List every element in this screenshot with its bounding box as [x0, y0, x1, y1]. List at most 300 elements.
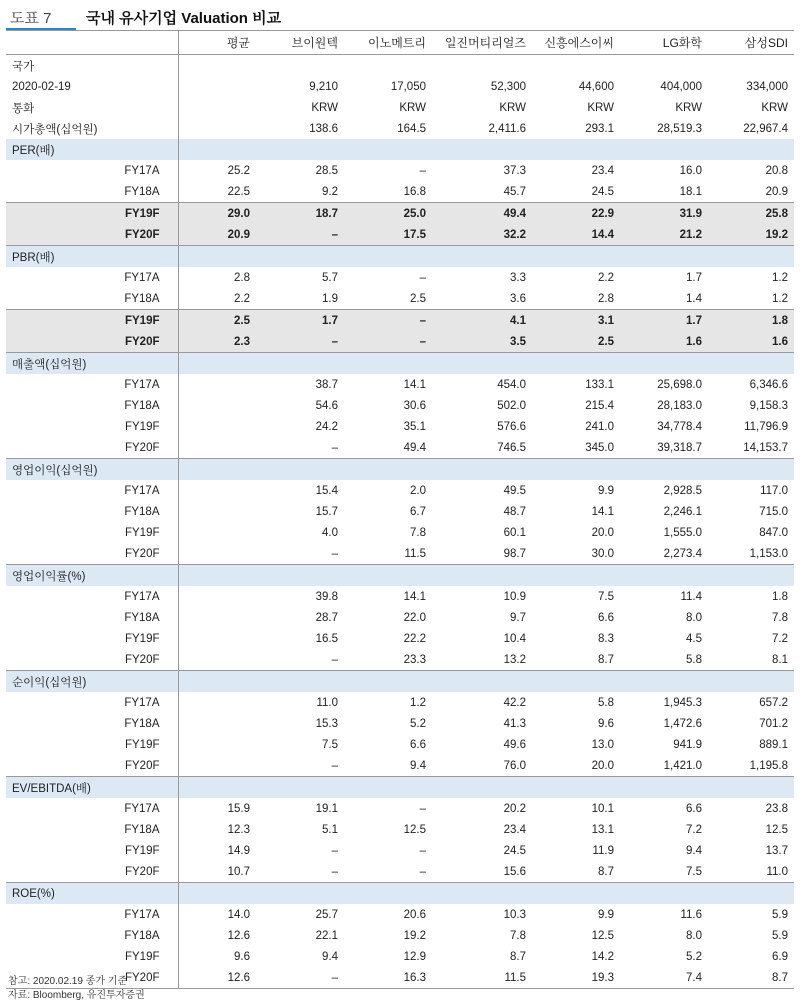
value-cell: –	[331, 547, 338, 560]
value-cell: 1.8	[708, 310, 794, 332]
value-cell: 30.0	[591, 547, 614, 560]
section-header	[6, 246, 794, 268]
period-label: FY17A	[124, 164, 160, 177]
avg-cell	[178, 437, 256, 459]
value-cell: 14.1	[403, 590, 426, 603]
period-label: FY17A	[124, 696, 160, 709]
table-row	[6, 267, 794, 288]
value-cell: 8.7	[598, 865, 614, 878]
avg-cell	[178, 374, 256, 395]
avg-cell: 29.0	[178, 203, 256, 225]
value-cell: –	[419, 844, 426, 857]
value-cell: 293.1	[585, 122, 614, 135]
value-cell: 7.5	[598, 590, 614, 603]
avg-cell	[178, 777, 256, 799]
value-cell	[708, 353, 794, 375]
value-cell: 241.0	[585, 420, 614, 433]
value-cell: 12.9	[403, 950, 426, 963]
value-cell: 3.6	[510, 292, 526, 305]
avg-cell	[178, 522, 256, 543]
value-cell: 21.2	[620, 224, 708, 246]
value-cell: 2.2	[598, 271, 614, 284]
value-cell: 5.8	[598, 696, 614, 709]
value-cell	[256, 671, 344, 693]
avg-cell	[178, 692, 256, 713]
avg-cell	[178, 480, 256, 501]
value-cell: 17,050	[390, 80, 426, 93]
value-cell: 12.5	[591, 929, 614, 942]
value-cell: 13.2	[503, 653, 526, 666]
value-cell: 8.3	[598, 632, 614, 645]
value-cell: –	[256, 224, 344, 246]
value-cell: 215.4	[585, 399, 614, 412]
value-cell	[620, 777, 708, 799]
row-label: 2020-02-19	[12, 80, 71, 93]
value-cell: 22.2	[403, 632, 426, 645]
value-cell: 20.0	[591, 526, 614, 539]
value-cell: 1,555.0	[663, 526, 702, 539]
section-title: ROE(%)	[6, 883, 178, 905]
value-cell: 1.6	[708, 331, 794, 353]
value-cell: 847.0	[759, 526, 788, 539]
value-cell	[344, 353, 432, 375]
info-row	[6, 97, 794, 118]
avg-cell: 2.8	[178, 267, 256, 288]
value-cell	[532, 353, 620, 375]
value-cell	[620, 139, 708, 160]
value-cell: 20.8	[765, 164, 788, 177]
value-cell: KRW	[399, 101, 426, 114]
value-cell: 5.1	[322, 823, 338, 836]
value-cell	[708, 459, 794, 481]
value-cell: KRW	[311, 101, 338, 114]
value-cell: 1,472.6	[663, 717, 702, 730]
avg-cell	[178, 76, 256, 97]
value-cell: 12.5	[403, 823, 426, 836]
avg-cell	[178, 118, 256, 139]
avg-cell: 12.3	[178, 819, 256, 840]
value-cell: 576.6	[497, 420, 526, 433]
value-cell: –	[331, 441, 338, 454]
avg-cell	[178, 246, 256, 268]
period-label: FY20F	[124, 653, 160, 666]
period-label: FY18A	[124, 399, 160, 412]
value-cell: 1,153.0	[749, 547, 788, 560]
info-row	[6, 76, 794, 97]
value-cell: –	[256, 967, 344, 989]
value-cell: 8.7	[510, 950, 526, 963]
value-cell: 7.5	[686, 865, 702, 878]
avg-cell: 2.2	[178, 288, 256, 310]
value-cell: 6.6	[686, 802, 702, 815]
value-cell: 14.2	[591, 950, 614, 963]
value-cell: 52,300	[490, 80, 526, 93]
value-cell: 715.0	[759, 505, 788, 518]
section-title: 영업이익(십억원)	[6, 459, 178, 481]
value-cell: 345.0	[585, 441, 614, 454]
value-cell: 5.8	[686, 653, 702, 666]
value-cell	[532, 55, 620, 77]
avg-cell: 12.6	[178, 967, 256, 989]
value-cell: –	[419, 802, 426, 815]
value-cell: 1.2	[772, 271, 788, 284]
value-cell: KRW	[499, 101, 526, 114]
note-text: 참고: 2020.02.19 종가 기준	[8, 976, 128, 987]
table-row	[6, 904, 794, 925]
period-label: FY17A	[124, 908, 160, 921]
value-cell: 164.5	[397, 122, 426, 135]
value-cell: 38.7	[315, 378, 338, 391]
value-cell: 404,000	[660, 80, 702, 93]
value-cell: 39.8	[315, 590, 338, 603]
value-cell	[532, 246, 620, 268]
value-cell	[432, 671, 532, 693]
value-cell: 2,273.4	[663, 547, 702, 560]
value-cell: 28.7	[315, 611, 338, 624]
value-cell: 9.9	[598, 484, 614, 497]
value-cell	[256, 246, 344, 268]
avg-cell: 14.9	[178, 840, 256, 861]
value-cell	[432, 246, 532, 268]
value-cell: 20.9	[765, 185, 788, 198]
table-row	[6, 395, 794, 416]
value-cell: 2.8	[598, 292, 614, 305]
avg-cell	[178, 395, 256, 416]
value-cell: 11.6	[680, 908, 702, 921]
value-cell	[620, 565, 708, 587]
period-label: FY19F	[6, 310, 178, 332]
figure-title: 국내 유사기업 Valuation 비교	[86, 10, 282, 27]
section-title: 영업이익률(%)	[6, 565, 178, 587]
avg-cell: 2.3	[178, 331, 256, 353]
table-row	[6, 692, 794, 713]
avg-cell: 10.7	[178, 861, 256, 883]
table-row	[6, 203, 794, 225]
period-label: FY19F	[124, 950, 160, 963]
value-cell: 10.1	[591, 802, 614, 815]
value-cell	[708, 246, 794, 268]
value-cell: 19.2	[403, 929, 426, 942]
value-cell: 9.7	[510, 611, 526, 624]
value-cell: –	[331, 865, 338, 878]
value-cell: 42.2	[503, 696, 526, 709]
value-cell: 11.5	[432, 967, 532, 989]
avg-cell	[178, 586, 256, 607]
value-cell	[256, 139, 344, 160]
avg-cell: 9.6	[178, 946, 256, 967]
avg-cell	[178, 501, 256, 522]
value-cell	[708, 671, 794, 693]
value-cell: 16.5	[315, 632, 338, 645]
value-cell: 30.6	[403, 399, 426, 412]
value-cell: 22.0	[403, 611, 426, 624]
value-cell: 16.3	[344, 967, 432, 989]
value-cell: 28,519.3	[657, 122, 702, 135]
value-cell	[256, 883, 344, 905]
value-cell: 2.5	[532, 331, 620, 353]
value-cell: –	[256, 331, 344, 353]
value-cell: 44,600	[578, 80, 614, 93]
table-row	[6, 628, 794, 649]
value-cell: 6.7	[410, 505, 426, 518]
figure-number: 도표 7	[10, 10, 52, 27]
period-label: FY20F	[124, 441, 160, 454]
value-cell: 7.4	[620, 967, 708, 989]
value-cell: 18.1	[679, 185, 702, 198]
avg-cell	[178, 543, 256, 565]
value-cell	[256, 777, 344, 799]
value-cell: 334,000	[746, 80, 788, 93]
avg-cell	[178, 565, 256, 587]
value-cell	[256, 565, 344, 587]
value-cell: 14,153.7	[743, 441, 788, 454]
value-cell: 13.7	[765, 844, 788, 857]
section-title: 매출액(십억원)	[6, 353, 178, 375]
value-cell: 54.6	[315, 399, 338, 412]
header-blank	[6, 31, 178, 55]
value-cell: 10.9	[503, 590, 526, 603]
value-cell: 138.6	[309, 122, 338, 135]
value-cell: 14.1	[403, 378, 426, 391]
value-cell: 1.7	[686, 271, 702, 284]
value-cell	[620, 883, 708, 905]
figure-header	[6, 4, 796, 30]
value-cell: 701.2	[759, 717, 788, 730]
value-cell: 23.3	[403, 653, 426, 666]
value-cell: 20.2	[503, 802, 526, 815]
table-row	[6, 861, 794, 883]
value-cell: 657.2	[759, 696, 788, 709]
period-label: FY18A	[124, 185, 160, 198]
value-cell	[432, 777, 532, 799]
value-cell: 6.6	[410, 738, 426, 751]
section-header	[6, 353, 794, 375]
value-cell	[344, 565, 432, 587]
value-cell: –	[331, 653, 338, 666]
value-cell: 7.8	[510, 929, 526, 942]
table-row	[6, 543, 794, 565]
value-cell: 22.1	[315, 929, 338, 942]
value-cell	[432, 139, 532, 160]
section-title: 순이익(십억원)	[6, 671, 178, 693]
value-cell: 32.2	[432, 224, 532, 246]
value-cell: 9.9	[598, 908, 614, 921]
period-label: FY20F	[6, 224, 178, 246]
value-cell: 24.5	[591, 185, 614, 198]
value-cell: 2,411.6	[488, 122, 526, 135]
column-header: 삼성SDI	[708, 31, 794, 55]
value-cell: 23.4	[503, 823, 526, 836]
info-row	[6, 118, 794, 139]
period-label: FY19F	[124, 738, 160, 751]
value-cell: 48.7	[503, 505, 526, 518]
value-cell: KRW	[587, 101, 614, 114]
value-cell: 7.2	[772, 632, 788, 645]
value-cell	[256, 55, 344, 77]
avg-cell: 20.9	[178, 224, 256, 246]
period-label: FY18A	[124, 929, 160, 942]
column-header: 일진머티리얼즈	[432, 31, 532, 55]
value-cell: 23.4	[591, 164, 614, 177]
value-cell: –	[344, 310, 432, 332]
value-cell: 7.8	[410, 526, 426, 539]
section-header	[6, 565, 794, 587]
period-label: FY19F	[124, 844, 160, 857]
value-cell: 49.5	[503, 484, 526, 497]
column-header: LG화학	[620, 31, 708, 55]
value-cell: 41.3	[503, 717, 526, 730]
value-cell: 49.4	[432, 203, 532, 225]
value-cell: 5.9	[772, 929, 788, 942]
value-cell: 25.8	[708, 203, 794, 225]
column-header: 평균	[178, 31, 256, 55]
value-cell: 11.0	[766, 865, 788, 878]
value-cell	[432, 353, 532, 375]
table-row	[6, 522, 794, 543]
value-cell: 60.1	[503, 526, 526, 539]
section-header	[6, 777, 794, 799]
value-cell: 6.6	[598, 611, 614, 624]
period-label: FY17A	[124, 802, 160, 815]
value-cell: 454.0	[497, 378, 526, 391]
value-cell: 3.1	[532, 310, 620, 332]
avg-cell	[178, 649, 256, 671]
period-label: FY17A	[124, 271, 160, 284]
value-cell: 5.9	[772, 908, 788, 921]
avg-cell: 22.5	[178, 181, 256, 203]
value-cell: 34,778.4	[657, 420, 702, 433]
column-header: 브이원텍	[256, 31, 344, 55]
avg-cell: 15.9	[178, 798, 256, 819]
value-cell: 25.0	[344, 203, 432, 225]
avg-cell: 2.5	[178, 310, 256, 332]
table-row	[6, 480, 794, 501]
value-cell: 19.3	[532, 967, 620, 989]
value-cell: 18.7	[256, 203, 344, 225]
value-cell: 1.7	[620, 310, 708, 332]
value-cell: 1.2	[410, 696, 426, 709]
table-row	[6, 946, 794, 967]
value-cell: 7.5	[322, 738, 338, 751]
value-cell: 10.3	[503, 908, 526, 921]
value-cell: 5.2	[410, 717, 426, 730]
info-row	[6, 55, 794, 77]
period-label: FY19F	[6, 203, 178, 225]
period-label: FY18A	[124, 505, 160, 518]
table-row	[6, 331, 794, 353]
avg-cell	[178, 628, 256, 649]
period-label: FY19F	[124, 632, 160, 645]
section-title: PER(배)	[6, 139, 178, 160]
value-cell: –	[419, 865, 426, 878]
value-cell: –	[331, 759, 338, 772]
value-cell: 1.4	[686, 292, 702, 305]
table-row	[6, 798, 794, 819]
value-cell: 8.0	[686, 611, 702, 624]
value-cell: 9,210	[309, 80, 338, 93]
value-cell: 117.0	[760, 484, 788, 497]
value-cell	[532, 883, 620, 905]
value-cell: 9.4	[322, 950, 338, 963]
avg-cell	[178, 671, 256, 693]
value-cell: 8.0	[686, 929, 702, 942]
value-cell	[344, 777, 432, 799]
value-cell	[344, 671, 432, 693]
avg-cell	[178, 607, 256, 628]
value-cell: 2,246.1	[663, 505, 702, 518]
value-cell: 11.5	[404, 547, 426, 560]
period-label: FY17A	[124, 590, 160, 603]
value-cell	[344, 883, 432, 905]
value-cell: 49.4	[403, 441, 426, 454]
row-label: 시가총액(십억원)	[12, 123, 98, 136]
value-cell: 19.1	[315, 802, 338, 815]
period-label: FY20F	[124, 759, 160, 772]
value-cell	[708, 565, 794, 587]
value-cell: 133.1	[585, 378, 614, 391]
value-cell: 31.9	[620, 203, 708, 225]
avg-cell	[178, 97, 256, 118]
value-cell: 15.6	[503, 865, 526, 878]
value-cell: 76.0	[503, 759, 526, 772]
value-cell: 25,698.0	[657, 378, 702, 391]
value-cell: KRW	[761, 101, 788, 114]
value-cell: 24.5	[503, 844, 526, 857]
value-cell: 1,421.0	[663, 759, 702, 772]
value-cell: 16.0	[679, 164, 702, 177]
value-cell	[532, 459, 620, 481]
value-cell: 2.0	[410, 484, 426, 497]
table-row	[6, 925, 794, 946]
value-cell: 3.3	[510, 271, 526, 284]
value-cell	[432, 883, 532, 905]
value-cell: 3.5	[432, 331, 532, 353]
row-label: 국가	[12, 60, 35, 73]
value-cell: 11,796.9	[744, 420, 788, 433]
value-cell	[432, 565, 532, 587]
value-cell	[344, 459, 432, 481]
value-cell: 9.4	[410, 759, 426, 772]
table-row	[6, 755, 794, 777]
value-cell: 35.1	[403, 420, 426, 433]
table-row	[6, 713, 794, 734]
value-cell	[620, 55, 708, 77]
section-header	[6, 671, 794, 693]
value-cell: 5.2	[686, 950, 702, 963]
value-cell: 2,928.5	[663, 484, 702, 497]
value-cell: 49.6	[503, 738, 526, 751]
avg-cell	[178, 713, 256, 734]
period-label: FY17A	[124, 378, 160, 391]
value-cell: 12.5	[765, 823, 788, 836]
value-cell: 8.7	[598, 653, 614, 666]
avg-cell	[178, 734, 256, 755]
value-cell	[708, 777, 794, 799]
value-cell: 8.1	[772, 653, 788, 666]
value-cell: 11.4	[680, 590, 702, 603]
table-row	[6, 288, 794, 310]
table-row	[6, 416, 794, 437]
table-row	[6, 374, 794, 395]
valuation-table	[6, 30, 794, 989]
footnotes	[8, 975, 145, 1003]
value-cell: 1.9	[322, 292, 338, 305]
period-label: FY18A	[124, 292, 160, 305]
value-cell	[432, 55, 532, 77]
value-cell: 11.9	[592, 844, 614, 857]
row-label: 통화	[12, 102, 35, 115]
value-cell	[620, 671, 708, 693]
